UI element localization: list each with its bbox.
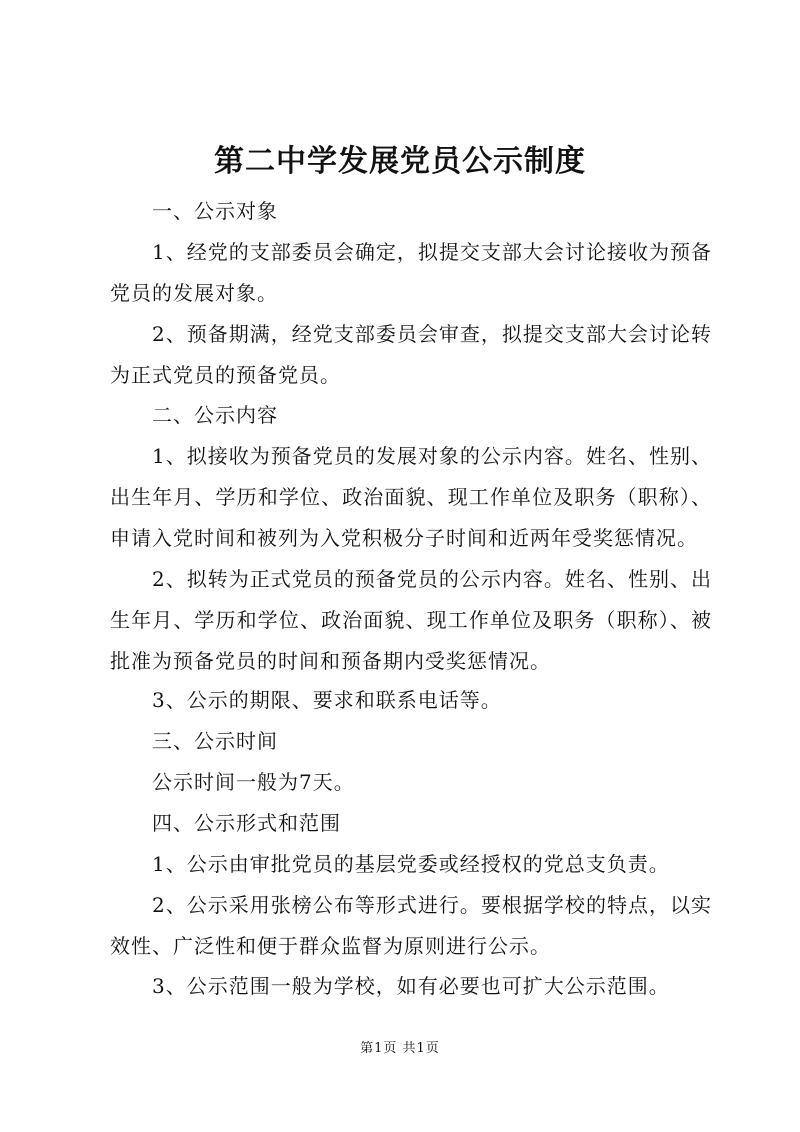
paragraph: 3、公示范围一般为学校，如有必要也可扩大公示范围。	[152, 974, 670, 998]
paragraph: 1、拟接收为预备党员的发展对象的公示内容。姓名、性别、出生年月、学历和学位、政治面貌、现工作单位及职务（职称）、申请入党时间和被列为入党积极分子时间和近两年受奖惩情况。	[110, 444, 712, 550]
paragraph: 1、公示由审批党员的基层党委或经授权的党总支负责。	[152, 852, 670, 876]
paragraph: 公示时间一般为7天。	[152, 770, 355, 794]
paragraph: 1、经党的支部委员会确定，拟提交支部大会讨论接收为预备党员的发展对象。	[110, 240, 712, 305]
document-title: 第二中学发展党员公示制度	[214, 144, 586, 179]
paragraph: 3、公示的期限、要求和联系电话等。	[152, 688, 502, 712]
section-heading: 二、公示内容	[152, 403, 278, 427]
page-footer: 第1页 共1页	[360, 1041, 440, 1056]
section-heading: 一、公示对象	[152, 199, 278, 223]
paragraph: 2、公示采用张榜公布等形式进行。要根据学校的特点，以实效性、广泛性和便于群众监督为原则进行公示。	[110, 893, 712, 958]
paragraph: 2、拟转为正式党员的预备党员的公示内容。姓名、性别、出生年月、学历和学位、政治面貌、现工作单位及职务（职称）、被批准为预备党员的时间和预备期内受奖惩情况。	[110, 567, 712, 673]
section-heading: 四、公示形式和范围	[152, 811, 341, 835]
paragraph: 2、预备期满，经党支部委员会审查，拟提交支部大会讨论转为正式党员的预备党员。	[110, 322, 712, 387]
section-heading: 三、公示时间	[152, 729, 278, 753]
